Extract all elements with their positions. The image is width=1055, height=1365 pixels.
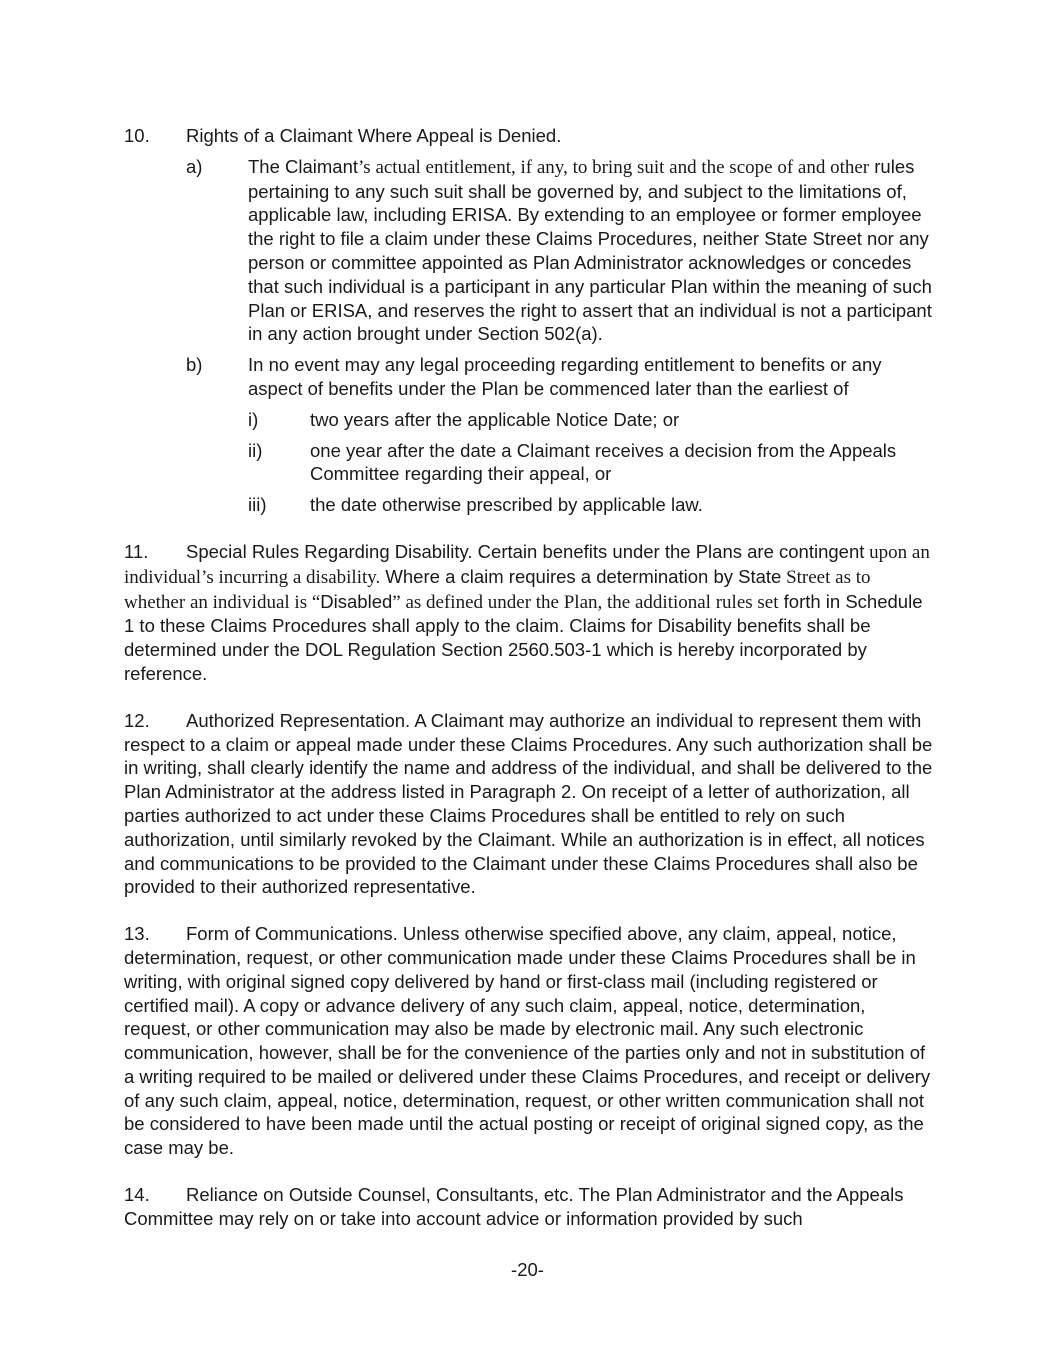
item-b-label: b) <box>186 354 203 376</box>
section-10-item-b-iii <box>124 493 934 517</box>
section-12-title: Authorized Representation. <box>186 709 411 731</box>
section-11-text-serif-b: Street as to whether an individual is “ <box>124 566 871 613</box>
section-10-title: Rights of a Claimant Where Appeal is Denied. <box>186 125 562 146</box>
section-11-text-b: Where a claim requires a determination by State <box>380 565 782 587</box>
section-14-paragraph <box>124 1183 934 1231</box>
section-10-heading <box>124 124 934 148</box>
item-b-i-label: i) <box>248 408 259 430</box>
page-number: -20- <box>511 1259 544 1280</box>
section-10-item-b-i <box>124 408 934 432</box>
item-a-text-serif: ’s actual entitlement, if any, to bring suit and the scope of and other <box>358 156 870 178</box>
item-b-iii-label: iii) <box>248 494 267 516</box>
section-11-text-serif-c: ” as defined under the Plan, the additional rules set <box>392 591 779 613</box>
section-10-item-b <box>124 353 934 401</box>
section-10-number: 10. <box>124 125 150 146</box>
section-13-paragraph <box>124 922 934 1160</box>
item-b-i-text: two years after the applicable Notice Date; or <box>310 408 680 430</box>
section-13-text: Unless otherwise specified above, any claim, appeal, notice, determination, request, or other communication made under these Claims Procedures shall be in writing, with original signed copy delivered by hand or first-class mail (including registered or certified mail). A copy or advance delivery of any such claim, appeal, notice, determination, request, or other communication may also be made by electronic mail. Any such electronic communication, however, shall be for the convenience of the parties only and not in substitution of a writing required to be mailed or delivered under these Claims Procedures, and receipt or delivery of any such claim, appeal, notice, determination, request, or other written communication shall not be considered to have been made until the actual posting or receipt of original signed copy, as the case may be. <box>124 923 931 1159</box>
section-11-text-d: forth in Schedule 1 to these Claims Procedures shall apply to the claim. Claims for Disability benefits shall be determined under the DOL Regulation Section 2560.503-1 which is hereby incorporated by reference. <box>124 590 923 684</box>
section-12-text: A Claimant may authorize an individual to represent them with respect to a claim or appeal made under these Claims Procedures. Any such authorization shall be in writing, shall clearly identify the name and address of the individual, and shall be delivered to the Plan Administrator at the address listed in Paragraph 2. On receipt of a letter of authorization, all parties authorized to act under these Claims Procedures shall be entitled to rely on such authorization, until similarly revoked by the Claimant. While an authorization is in effect, all notices and communications to be provided to the Claimant under these Claims Procedures shall also be provided to their authorized representative. <box>124 709 933 898</box>
section-14-number: 14. <box>124 1184 150 1206</box>
item-b-iii-text: the date otherwise prescribed by applicable law. <box>310 494 703 516</box>
document-page <box>124 124 934 1231</box>
section-12-paragraph <box>124 709 934 899</box>
section-11-paragraph <box>124 540 934 686</box>
item-a-text-start: The Claimant <box>248 155 359 177</box>
item-b-ii-text: one year after the date a Claimant receives a decision from the Appeals Committee regarding their appeal, or <box>310 439 897 485</box>
section-14-title: Reliance on Outside Counsel, Consultants, etc. <box>186 1184 574 1206</box>
section-11-text-serif-a: upon an individual’s incurring a disability. <box>124 541 930 588</box>
section-12-number: 12. <box>124 709 150 731</box>
item-a-label: a) <box>186 155 203 177</box>
section-10-item-b-ii <box>124 439 934 487</box>
section-11-text-a: Certain benefits under the Plans are contingent <box>472 540 865 562</box>
section-11-text-c: Disabled <box>320 590 393 612</box>
section-14-text: The Plan Administrator and the Appeals Committee may rely on or take into account advice or information provided by such <box>124 1184 904 1229</box>
section-13-title: Form of Communications. <box>186 923 398 945</box>
section-13-number: 13. <box>124 923 150 945</box>
item-a-text-rest: rules pertaining to any such suit shall be governed by, and subject to the limitations of, applicable law, including ERISA. By extending to an employee or former employee the right to file a claim under these Claims Procedures, neither State Street nor any person or committee appointed as Plan Administrator acknowledges or concedes that such individual is a participant in any particular Plan within the meaning of such Plan or ERISA, and reserves the right to assert that an individual is not a participant in any action brought under Section 502(a). <box>248 155 932 345</box>
section-11-number: 11. <box>124 540 149 562</box>
section-10-item-a <box>124 155 934 346</box>
section-11-title: Special Rules Regarding Disability. <box>186 540 473 562</box>
item-b-ii-label: ii) <box>248 439 263 461</box>
item-b-text: In no event may any legal proceeding regarding entitlement to benefits or any aspect of benefits under the Plan be commenced later than the earliest of <box>248 354 882 399</box>
